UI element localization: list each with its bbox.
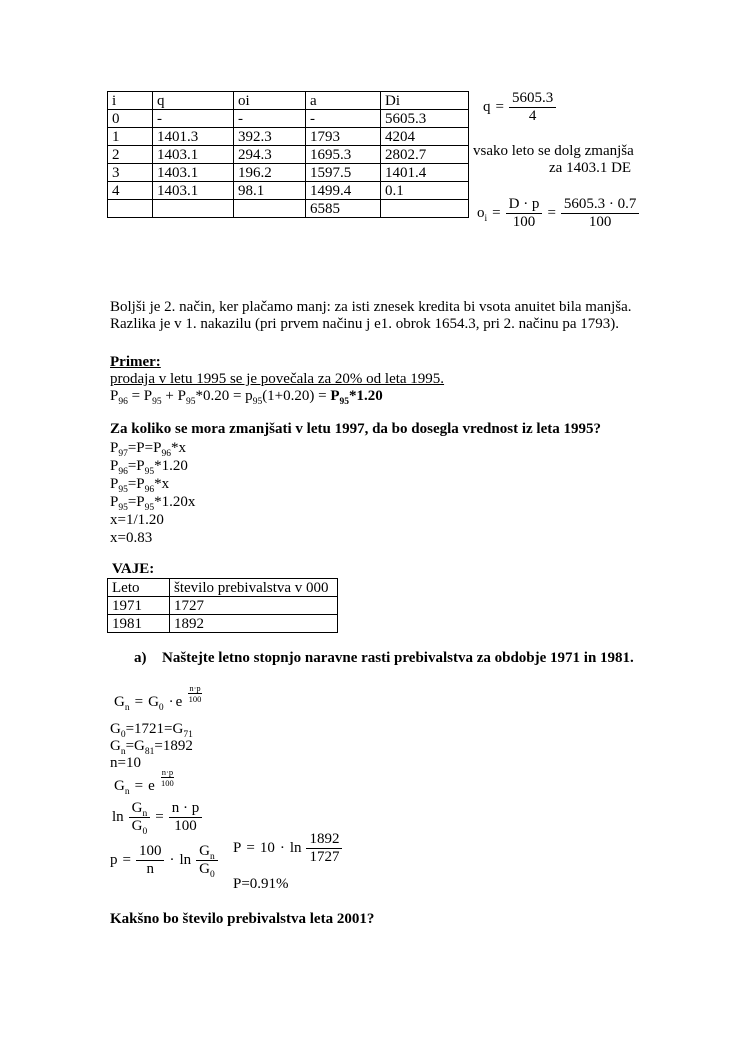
fraction (136, 843, 165, 878)
fraction-denominator: 100 (512, 214, 536, 230)
formula-lhs (114, 778, 130, 798)
table-header-row (108, 579, 338, 597)
p96-equation (110, 388, 383, 405)
table-cell: 392.3 (234, 128, 306, 146)
subscript: n (124, 787, 130, 798)
equation-line (110, 494, 195, 511)
subscript: 95 (118, 503, 128, 513)
text-segment: *1.20 (154, 458, 188, 474)
table-header-cell: q (153, 92, 234, 110)
fraction-denominator: 100 (174, 818, 197, 834)
text-segment: n=10 (110, 755, 141, 771)
dot-operator: · (169, 852, 175, 868)
text-segment: G (131, 800, 143, 816)
table-cell (234, 200, 306, 218)
subscript: 95 (185, 397, 196, 407)
table-cell: 1727 (170, 597, 338, 615)
table-cell: 1597.5 (306, 164, 381, 182)
subscript: n (124, 703, 130, 714)
text-segment: =1892 (154, 738, 193, 754)
table-row (108, 146, 469, 164)
subscript: n (120, 747, 126, 757)
equals-sign: = (134, 694, 144, 711)
amortization-table (107, 91, 469, 218)
fraction-numerator: 5605.3 (509, 90, 556, 108)
table-header-row (108, 92, 469, 110)
euler-e: e (148, 778, 155, 795)
subscript: 95 (252, 397, 263, 407)
table-cell: 98.1 (234, 182, 306, 200)
equation-line (110, 476, 169, 493)
fraction-numerator: n·p (189, 683, 201, 693)
table-cell: 1695.3 (306, 146, 381, 164)
text-segment: *0.20 = p (195, 388, 253, 404)
ln-operator: ln (179, 852, 192, 868)
table-cell: 0 (108, 110, 153, 128)
variable: o (477, 205, 485, 221)
formula-lhs: q (483, 99, 491, 115)
subscript: 81 (144, 747, 155, 757)
subscript: 0 (120, 730, 126, 740)
table-header-cell: a (306, 92, 381, 110)
table-cell: 196.2 (234, 164, 306, 182)
text-segment: =P (127, 476, 145, 492)
table-cell: 1981 (108, 615, 170, 633)
euler-e: e (175, 694, 183, 711)
fraction (129, 800, 151, 835)
text-segment: =P=P (127, 440, 162, 456)
table-cell: 4204 (381, 128, 469, 146)
text-segment: G (114, 694, 125, 711)
ln-equation (112, 800, 202, 835)
fraction-numerator: 100 (136, 843, 165, 861)
text-segment: G (131, 818, 143, 834)
text-segment: + P (161, 388, 186, 404)
text-segment: *x (154, 476, 170, 492)
fraction-numerator: n · p (169, 800, 203, 818)
text-segment: =P (127, 458, 145, 474)
ln-operator: ln (112, 809, 124, 825)
list-item-text: Naštejte letno stopnjo naravne rasti prebivalstva za obdobje 1971 in 1981. (162, 650, 634, 666)
subscript: 95 (118, 485, 128, 495)
table-cell: 2802.7 (381, 146, 469, 164)
subscript: 96 (161, 449, 171, 459)
text-segment: *1.20 (349, 388, 383, 404)
text-segment: (1+0.20) = (262, 388, 331, 404)
fraction-numerator (129, 800, 151, 818)
table-cell: 6585 (306, 200, 381, 218)
table-cell: 1892 (170, 615, 338, 633)
fraction-denominator: 1727 (309, 849, 340, 865)
subscript: 95 (144, 503, 155, 513)
fraction-numerator: 1892 (306, 831, 342, 849)
table-cell (108, 200, 153, 218)
fraction-denominator: n (146, 861, 154, 877)
text-segment: =P (127, 494, 145, 510)
text-segment: G (199, 861, 210, 877)
table-cell: 1401.3 (153, 128, 234, 146)
p-equation (110, 843, 218, 878)
text-segment: P (110, 476, 119, 492)
table-cell: 1 (108, 128, 153, 146)
table-body (108, 597, 338, 633)
fraction-denominator: 100 (188, 694, 202, 705)
subscript: 96 (118, 467, 128, 477)
equation-line (110, 755, 141, 772)
table-cell: - (234, 110, 306, 128)
table-header-cell: Leto (108, 579, 170, 597)
table-cell: 5605.3 (381, 110, 469, 128)
fraction-numerator: n·p (161, 767, 174, 777)
fraction-denominator: 100 (588, 214, 612, 230)
subscript: 0 (209, 870, 215, 880)
text-segment: G (110, 738, 121, 754)
subscript: 96 (118, 397, 128, 407)
table-cell: 1971 (108, 597, 170, 615)
text-segment: =1721=G (125, 721, 184, 737)
ln-operator: ln (289, 840, 302, 856)
text-segment: x=0.83 (110, 530, 153, 546)
table-cell: 1499.4 (306, 182, 381, 200)
fraction (561, 196, 640, 231)
equals-sign: = (122, 852, 131, 868)
fraction (196, 843, 218, 878)
table-cell: 3 (108, 164, 153, 182)
table-cell: 1793 (306, 128, 381, 146)
subscript: 71 (183, 730, 193, 740)
subscript: 96 (144, 485, 155, 495)
text-segment: *1.20x (154, 494, 196, 510)
fraction (509, 90, 556, 125)
table-body (108, 110, 469, 218)
coefficient: 10 (259, 840, 275, 856)
equals-sign: = (495, 99, 504, 115)
equation-line (110, 721, 193, 738)
formula-lhs (114, 694, 130, 714)
fraction (306, 831, 342, 866)
table-cell (153, 200, 234, 218)
equals-sign: = (134, 778, 144, 795)
table-header-cell: Di (381, 92, 469, 110)
table-cell: 294.3 (234, 146, 306, 164)
equation-line (110, 530, 152, 547)
table-cell: 4 (108, 182, 153, 200)
formula-rhs (148, 694, 164, 714)
fraction-numerator (196, 843, 218, 861)
formula-lhs: p (110, 852, 118, 868)
text-segment: G (199, 843, 210, 859)
paragraph-line: Razlika je v 1. nakazilu (pri prvem načinu j e1. obrok 1654.3, pri 2. načinu pa 1793). (110, 316, 620, 332)
fraction-denominator: 100 (161, 778, 174, 789)
fraction-denominator: 4 (528, 108, 537, 124)
equals-sign: = (547, 205, 556, 221)
table-row (108, 597, 338, 615)
text-segment: =G (125, 738, 145, 754)
table-header-cell: število prebivalstva v 000 (170, 579, 338, 597)
text-segment: G (148, 694, 159, 711)
text-segment: P (330, 388, 340, 404)
text-segment: *x (170, 440, 186, 456)
table-row (108, 200, 469, 218)
text-segment: G (110, 721, 121, 737)
fraction-denominator (196, 861, 218, 878)
table-cell: 1401.4 (381, 164, 469, 182)
subscript: 0 (142, 827, 148, 837)
equals-sign: = (155, 809, 164, 825)
equation-line (110, 512, 164, 529)
subscript: n (209, 852, 215, 862)
table-row (108, 182, 469, 200)
table-cell: 2 (108, 146, 153, 164)
primer-heading: Primer: (110, 354, 161, 370)
subscript: n (142, 809, 148, 819)
table-cell (381, 200, 469, 218)
text-segment: G (114, 778, 125, 795)
fraction (169, 800, 203, 835)
subscript: 95 (152, 397, 162, 407)
formula-lhs: P (233, 840, 242, 856)
oi-formula (477, 196, 639, 231)
equation-line (110, 738, 193, 755)
fraction-numerator: D · p (506, 196, 543, 214)
exponent-fraction (161, 767, 174, 788)
paragraph-line: Boljši je 2. način, ker plačamo manj: za isti znesek kredita bi vsota anuitet bila manjša. (110, 299, 632, 315)
subscript: 95 (144, 467, 155, 477)
primer-underlined-line: prodaja v letu 1995 se je povečala za 20% od leta 1995. (110, 371, 445, 387)
P-equation (233, 831, 342, 866)
equals-sign: = (492, 205, 501, 221)
list-item-marker: a) (134, 650, 147, 666)
P-result: P=0.91% (233, 876, 289, 892)
q-formula (483, 90, 556, 125)
debt-note-line1: vsako leto se dolg zmanjša (473, 143, 634, 159)
formula-lhs (477, 205, 487, 222)
table-header-cell: oi (234, 92, 306, 110)
dot-operator: · (279, 840, 285, 856)
text-segment: x=1/1.20 (110, 512, 164, 528)
equation-line (110, 458, 188, 475)
table-header-cell: i (108, 92, 153, 110)
table-row (108, 164, 469, 182)
table-cell: 1403.1 (153, 164, 234, 182)
table-cell: - (306, 110, 381, 128)
subscript: 95 (339, 397, 350, 407)
population-table (107, 578, 338, 633)
subscript: 0 (158, 703, 164, 714)
final-question: Kakšno bo število prebivalstva leta 2001? (110, 911, 375, 927)
table-cell: - (153, 110, 234, 128)
dot-operator: · (168, 694, 174, 711)
text-segment: P (110, 458, 119, 474)
text-segment: P (110, 440, 119, 456)
equation-line (110, 440, 186, 457)
table-row (108, 615, 338, 633)
table-cell: 0.1 (381, 182, 469, 200)
table-cell: 1403.1 (153, 146, 234, 164)
text-segment: = P (127, 388, 153, 404)
list-item-a (134, 650, 634, 667)
text-segment: P (110, 494, 119, 510)
equals-sign: = (246, 840, 255, 856)
text-segment: P (110, 388, 119, 404)
table-cell: 1403.1 (153, 182, 234, 200)
fraction-numerator: 5605.3 · 0.7 (561, 196, 640, 214)
table-row (108, 110, 469, 128)
vaje-heading: VAJE: (112, 561, 155, 577)
debt-note-line2: za 1403.1 DE (549, 160, 632, 176)
question-heading: Za koliko se mora zmanjšati v letu 1997, da bo dosegla vrednost iz leta 1995? (110, 421, 601, 437)
fraction-denominator (129, 818, 151, 835)
exponent-fraction (188, 683, 201, 704)
variable-subscript: i (484, 214, 488, 224)
fraction (506, 196, 543, 231)
subscript: 97 (118, 449, 128, 459)
table-row (108, 128, 469, 146)
